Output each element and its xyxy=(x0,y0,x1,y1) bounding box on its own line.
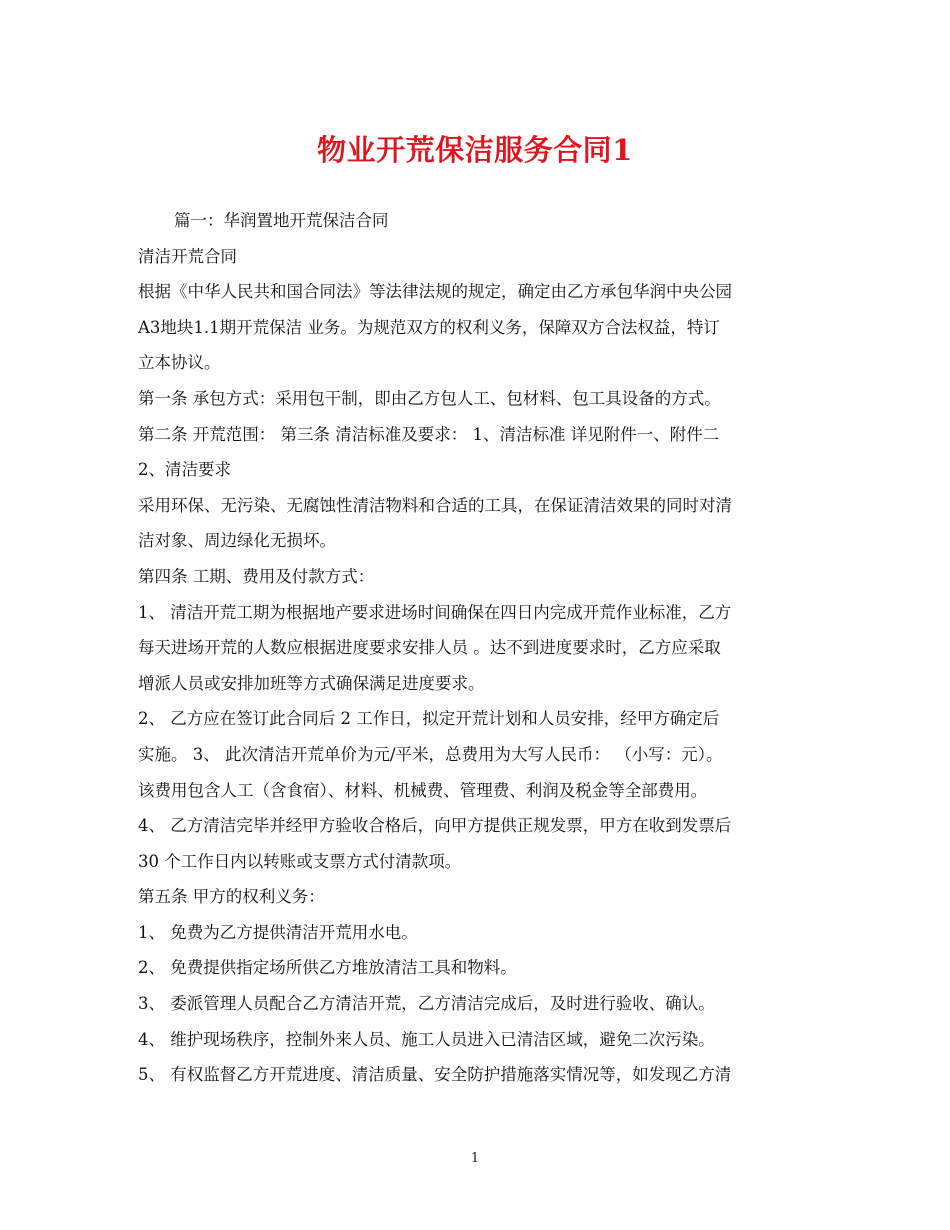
paragraph-line: 5、 有权监督乙方开荒进度、清洁质量、安全防护措施落实情况等，如发现乙方清 xyxy=(138,1065,732,1085)
paragraph-line: 30 个工作日内以转账或支票方式付清款项。 xyxy=(138,851,462,871)
paragraph-line: 该费用包含人工（含食宿）、材料、机械费、管理费、利润及税金等全部费用。 xyxy=(138,780,708,800)
paragraph-line: 2、清洁要求 xyxy=(138,460,231,480)
page-number: 1 xyxy=(470,1151,480,1166)
document-title: 物业开荒保洁服务合同1 xyxy=(317,133,633,167)
paragraph-line: A3地块1.1期开荒保洁 业务。为规范双方的权利义务，保障双方合法权益，特订 xyxy=(138,317,720,337)
paragraph-line: 2、 免费提供指定场所供乙方堆放清洁工具和物料。 xyxy=(138,958,517,978)
paragraph-line: 采用环保、无污染、无腐蚀性清洁物料和合适的工具，在保证清洁效果的同时对清 xyxy=(138,495,732,515)
paragraph-line: 1、 免费为乙方提供清洁开荒用水电。 xyxy=(138,922,418,942)
paragraph-line: 洁对象、周边绿化无损坏。 xyxy=(138,531,336,551)
paragraph-line: 4、 乙方清洁完毕并经甲方验收合格后，向甲方提供正规发票，甲方在收到发票后 xyxy=(138,816,732,836)
paragraph-line: 2、 乙方应在签订此合同后 2 工作日，拟定开荒计划和人员安排，经甲方确定后 xyxy=(138,709,720,729)
paragraph-line: 第一条 承包方式：采用包干制，即由乙方包人工、包材料、包工具设备的方式。 xyxy=(138,388,721,408)
paragraph-line: 清洁开荒合同 xyxy=(138,246,237,266)
section-heading: 篇一：华润置地开荒保洁合同 xyxy=(174,211,389,230)
paragraph-line: 第五条 甲方的权利义务： xyxy=(138,887,325,907)
paragraph-line: 立本协议。 xyxy=(138,353,221,373)
paragraph-line: 增派人员或安排加班等方式确保满足进度要求。 xyxy=(138,673,485,693)
document-body xyxy=(138,203,814,1093)
paragraph-line: 3、 委派管理人员配合乙方清洁开荒，乙方清洁完成后，及时进行验收、确认。 xyxy=(138,994,715,1014)
paragraph-line: 每天进场开荒的人数应根据进度要求安排人员 。达不到进度要求时，乙方应采取 xyxy=(138,638,721,658)
paragraph-line: 第四条 工期、费用及付款方式： xyxy=(138,566,375,586)
paragraph-line: 第二条 开荒范围： 第三条 清洁标准及要求： 1、清洁标准 详见附件一、附件二 xyxy=(138,424,720,444)
paragraph-line: 实施。 3、 此次清洁开荒单价为元/平米，总费用为大写人民币： （小写：元）。 xyxy=(138,744,723,764)
paragraph-line: 根据《中华人民共和国合同法》等法律法规的规定，确定由乙方承包华润中央公园 xyxy=(138,282,732,302)
paragraph-line: 1、 清洁开荒工期为根据地产要求进场时间确保在四日内完成开荒作业标准，乙方 xyxy=(138,602,732,622)
paragraph-line: 4、 维护现场秩序，控制外来人员、施工人员进入已清洁区域，避免二次污染。 xyxy=(138,1029,715,1049)
